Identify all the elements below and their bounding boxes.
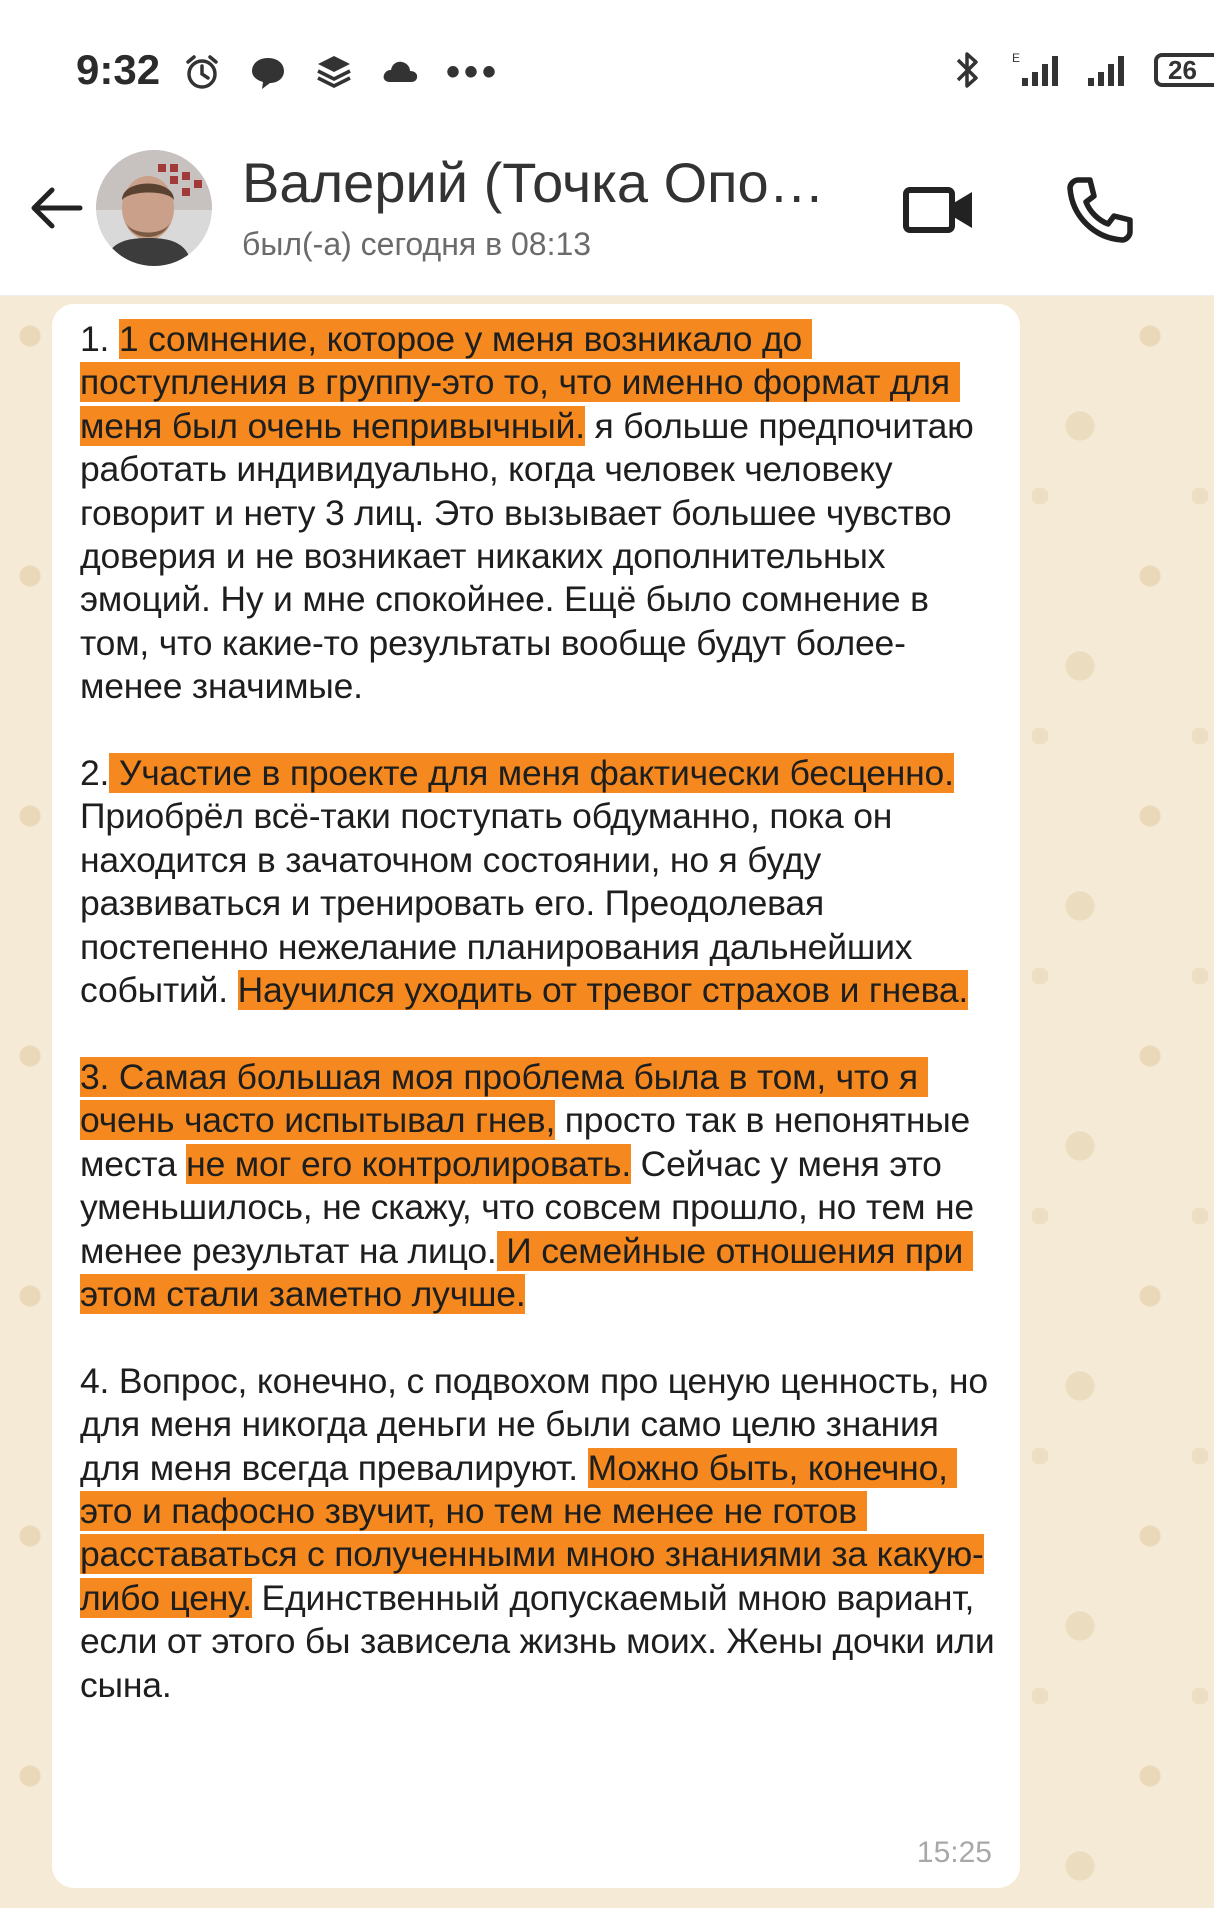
message-segment: 2. [80,753,110,794]
message-time: 15:25 [916,1836,992,1869]
highlighted-text: 1 сомнение, которое у меня возникало до поступления в группу-это то, что именно формат для меня был очень непривычный. [80,319,960,446]
battery-level: 26 [1168,55,1197,85]
signal-icon-2 [1082,50,1136,90]
message-segment: 1. [80,319,119,359]
message-paragraph [80,752,996,1012]
message-segment: я больше предпочитаю работать индивидуально, когда человек человеку говорит и нету 3 лиц. Это вызывает большее чувство доверия и не возникает никаких дополнительных эмоций. Ну и мне спокойнее. Ещё было сомнение в том, что какие-то результаты вообще будут более-менее значимые. [80,405,984,707]
last-seen-status: был(-а) сегодня в 08:13 [242,226,592,262]
cloud-icon [380,52,420,92]
video-call-icon[interactable] [900,170,980,250]
svg-text:E: E [1012,51,1021,65]
contact-name[interactable]: Валерий (Точка Опо… [242,151,825,214]
message-segment: Единственный допускаемый мною вариант, если от этого бы зависела жизнь моих. Жены дочки или сына. [80,1577,1005,1705]
phone-call-icon[interactable] [1060,170,1140,250]
back-arrow-icon[interactable] [26,178,86,238]
highlighted-text: 3. Самая большая моя проблема была в том, что я очень часто испытывал гнев, [80,1056,928,1141]
highlighted-text: Можно быть, конечно, это и пафосно звучит, но тем не менее не готов расставаться с полученными мною знаниями за какую-либо цену. [80,1447,984,1618]
status-time: 9:32 [76,46,161,93]
battery-indicator [1154,53,1214,87]
bluetooth-icon [950,50,986,90]
avatar[interactable] [96,150,212,266]
message-text [80,318,1005,1707]
message-segment: Сейчас у меня это уменьшилось, не скажу, что совсем прошло, но тем не менее результат на лицо. [80,1143,984,1271]
message-paragraph [80,318,996,709]
message-segment: 4. Вопрос, конечно, с подвохом про ценую ценность, но для меня никогда деньги не были само целю знания для меня всегда превалируют. [80,1360,998,1488]
status-system-icons [950,50,1214,90]
message-segment: просто так в непонятные места [80,1100,980,1184]
chat-header [0,140,1214,296]
message-segment: Приобрёл всё-таки поступать обдуманно, пока он находится в зачаточном состоянии, но я буду развиваться и тренировать его. Преодолевая постепенно нежелание планирования дальнейших событий. [80,753,964,1011]
chat-bubble-icon [248,52,288,92]
highlighted-text: И семейные отношения при этом стали заметно лучше. [80,1230,973,1314]
highlighted-text: не мог его контролировать. [186,1143,631,1184]
more-notifications-icon: ••• [446,50,501,94]
layers-icon [314,52,354,92]
message-paragraph [80,1360,1005,1707]
highlighted-text: Научился уходить от тревог страхов и гнева. [237,970,969,1011]
status-notification-icons [182,52,500,92]
signal-icon [1004,50,1064,90]
alarm-icon [182,52,222,92]
avatar-photo [96,150,212,266]
message-bubble[interactable] [52,304,1020,1888]
highlighted-text: Участие в проекте для меня фактически бесценно. [109,753,954,794]
message-paragraph [80,1056,996,1316]
status-bar [0,0,1214,140]
